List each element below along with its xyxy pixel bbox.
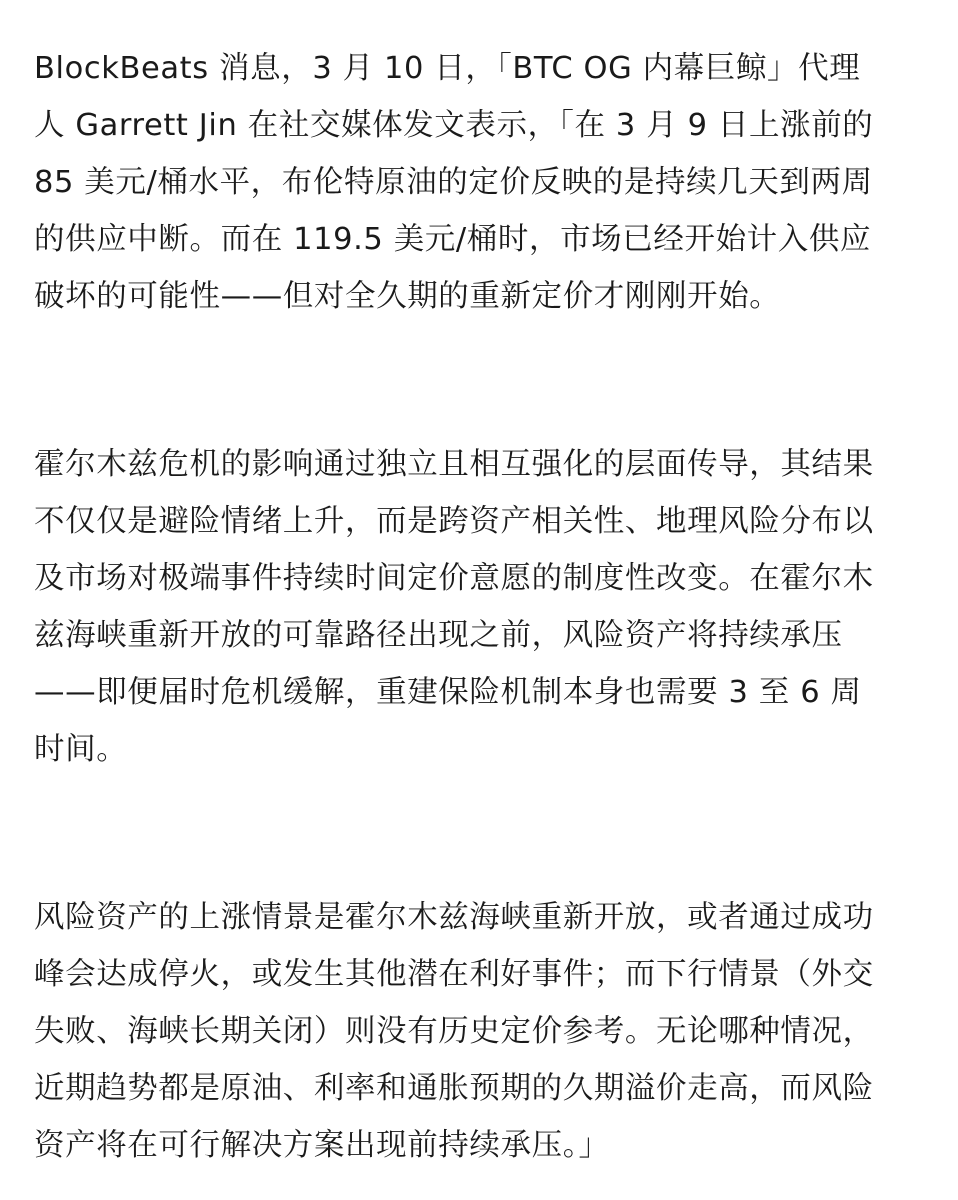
paragraph-2 [34,436,874,778]
text-line: 失败、海峡长期关闭）则没有历史定价参考。无论哪种情况， [34,1014,874,1049]
text-line: 时间。 [34,732,128,767]
text-line: 不仅仅是避险情绪上升，而是跨资产相关性、地理风险分布以 [34,504,874,539]
text-line: BlockBeats 消息，3 月 10 日，「BTC OG 内幕巨鲸」代理 [34,51,861,86]
text-line: 85 美元/桶水平，布伦特原油的定价反映的是持续几天到两周 [34,165,873,200]
text-line: 峰会达成停火，或发生其他潜在利好事件；而下行情景（外交 [34,957,874,992]
paragraph-1 [34,40,873,325]
text-line: 的供应中断。而在 119.5 美元/桶时，市场已经开始计入供应 [34,222,872,257]
text-line: 兹海峡重新开放的可靠路径出现之前，风险资产将持续承压 [34,618,843,653]
text-line: 风险资产的上涨情景是霍尔木兹海峡重新开放，或者通过成功 [34,900,874,935]
text-line: 霍尔木兹危机的影响通过独立且相互强化的层面传导，其结果 [34,447,874,482]
text-line: 及市场对极端事件持续时间定价意愿的制度性改变。在霍尔木 [34,561,874,596]
text-line: 资产将在可行解决方案出现前持续承压。」 [34,1128,610,1163]
text-line: 破坏的可能性——但对全久期的重新定价才刚刚开始。 [34,279,781,314]
text-line: 近期趋势都是原油、利率和通胀预期的久期溢价走高，而风险 [34,1071,874,1106]
text-line: ——即便届时危机缓解，重建保险机制本身也需要 3 至 6 周 [34,675,862,710]
text-line: 人 Garrett Jin 在社交媒体发文表示，「在 3 月 9 日上涨前的 [34,108,874,143]
paragraph-3 [34,889,874,1174]
